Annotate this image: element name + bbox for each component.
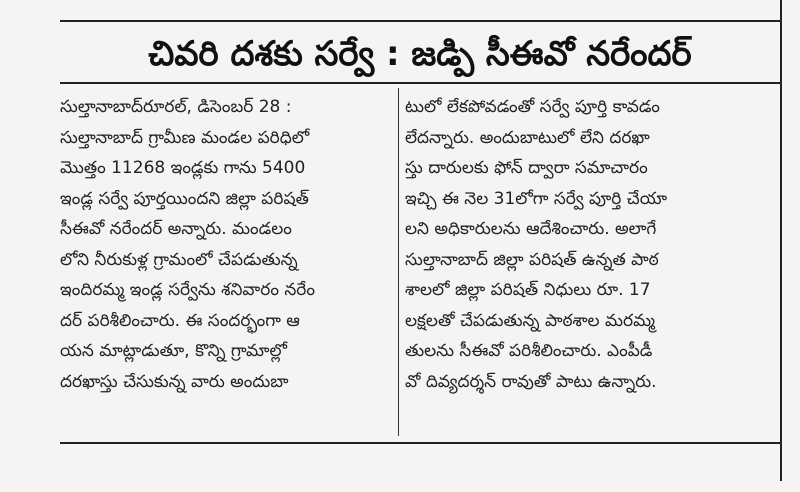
text-line: స్తు దారులకు ఫోన్ ద్వారా సమాచారం: [405, 158, 648, 178]
previous-article-fragment: [0, 0, 800, 12]
text-line: సుల్తానాబాద్ గ్రామీణ మండల పరిధిలో: [60, 127, 310, 148]
text-line: సుల్తానాబాద్ జిల్లా పరిషత్ ఉన్నత పాఠ: [405, 249, 659, 270]
text-line: లోని నీరుకుళ్ల గ్రామంలో చేపడుతున్న: [60, 249, 298, 270]
text-line: శాలలో జిల్లా పరిషత్ నిధులు రూ. 17: [405, 280, 651, 300]
article-column-left: [60, 92, 395, 432]
text-line: యన మాట్లాడుతూ, కొన్ని గ్రామాల్లో: [60, 341, 287, 361]
column-separator: [398, 88, 399, 436]
text-line: టులో లేకపోవడంతో సర్వే పూర్తి కావడం: [405, 97, 660, 117]
bottom-rule: [60, 442, 782, 444]
text-line: సీఈవో నరేందర్ అన్నారు. మండలం: [60, 219, 292, 239]
article-headline: చివరి దశకు సర్వే : జడ్పి సీఈవో నరేందర్: [148, 34, 692, 74]
text-line: దరఖాస్తు చేసుకున్న వారు అందుబా: [60, 371, 289, 392]
text-line: ఇచ్చి ఈ నెల 31లోగా సర్వే పూర్తి చేయా: [405, 188, 668, 209]
headline-rule: [60, 82, 782, 84]
text-line: తులను సీఈవో పరిశీలించారు. ఎంపీడీ: [405, 341, 653, 361]
text-line: సుల్తానాబాద్‌రూరల్, డిసెంబర్ 28 :: [60, 97, 292, 117]
text-line: ఇందిరమ్మ ఇండ్ల సర్వేను శనివారం నరేం: [60, 280, 315, 300]
text-line: లక్షలతో చేపడుతున్న పాఠశాల మరమ్మ: [405, 310, 656, 331]
text-line: లేదన్నారు. అందుబాటులో లేని దరఖా: [405, 127, 650, 148]
article-column-right: [405, 92, 777, 432]
text-line: దర్ పరిశీలించారు. ఈ సందర్భంగా ఆ: [60, 310, 300, 331]
top-rule: [60, 20, 782, 22]
text-line: లని అధికారులను ఆదేశించారు. అలాగే: [405, 219, 657, 239]
text-line: ఇండ్ల సర్వే పూర్తయిందని జిల్లా పరిషత్: [60, 188, 309, 209]
text-line: వో దివ్యదర్శన్ రావుతో పాటు ఉన్నారు.: [405, 371, 657, 392]
text-line: మొత్తం 11268 ఇండ్లకు గాను 5400: [60, 158, 306, 178]
next-article-headline-fragment: [60, 452, 780, 492]
right-column-rule: [780, 0, 782, 481]
